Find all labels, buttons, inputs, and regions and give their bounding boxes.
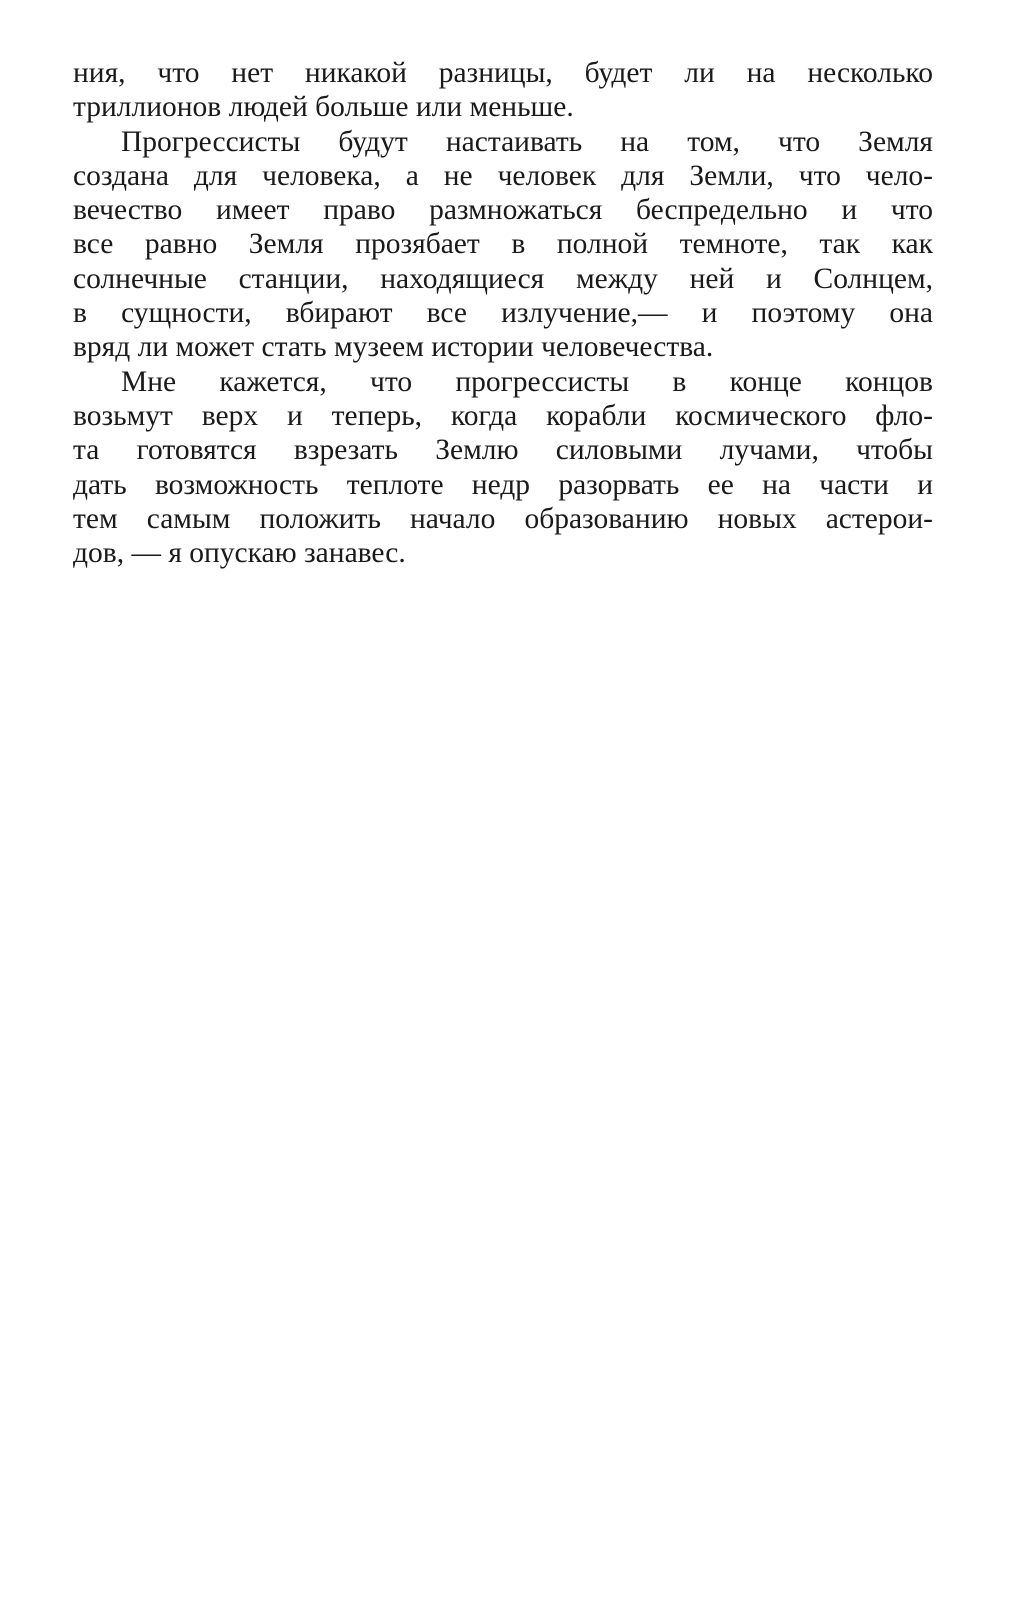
page-text xyxy=(73,56,933,570)
text-line: вряд ли может стать музеем истории человечества. xyxy=(73,331,714,364)
text-line: Прогрессисты будут настаивать на том, что Земля xyxy=(121,125,933,158)
paragraph-1 xyxy=(73,56,933,125)
text-line: тем самым положить начало образованию новых астерои- xyxy=(73,502,933,535)
paragraph-3 xyxy=(73,365,933,571)
text-line: Мне кажется, что прогрессисты в конце концов xyxy=(121,365,933,398)
text-line: та готовятся взрезать Землю силовыми лучами, чтобы xyxy=(73,434,933,467)
text-line: все равно Земля прозябает в полной темноте, так как xyxy=(73,228,933,261)
text-line: ния, что нет никакой разницы, будет ли на несколько xyxy=(73,57,933,89)
text-line: создана для человека, а не человек для Земли, что чело- xyxy=(73,159,933,192)
text-line: дать возможность теплоте недр разорвать ее на части и xyxy=(73,468,933,501)
text-line: дов, — я опускаю занавес. xyxy=(73,537,406,570)
text-line: солнечные станции, находящиеся между ней и Солнцем, xyxy=(73,262,933,295)
text-line: вечество имеет право размножаться беспредельно и что xyxy=(73,194,933,227)
paragraph-2 xyxy=(73,125,933,365)
text-line: триллионов людей больше или меньше. xyxy=(73,91,574,124)
text-line: возьмут верх и теперь, когда корабли космического фло- xyxy=(73,399,933,432)
text-line: в сущности, вбирают все излучение,— и поэтому она xyxy=(73,297,933,330)
